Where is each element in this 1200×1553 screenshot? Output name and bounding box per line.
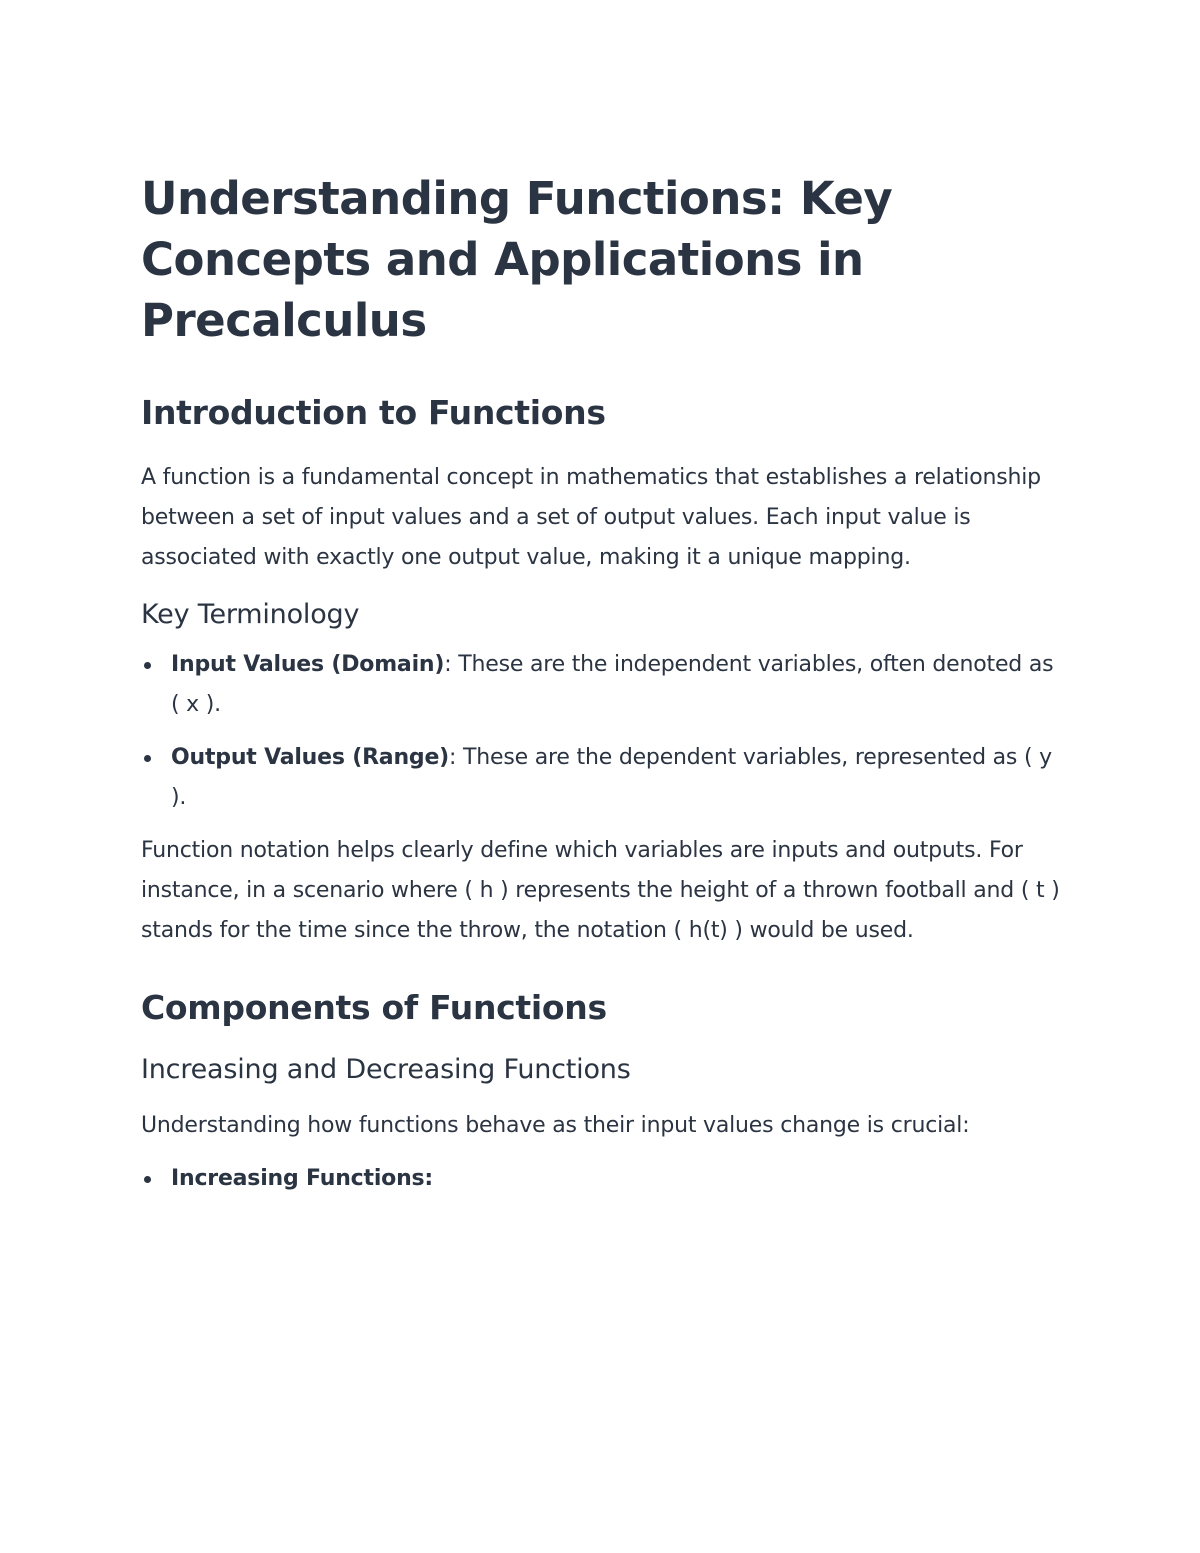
- bullet-icon: [144, 1176, 151, 1183]
- list-item: [141, 738, 1060, 818]
- document-title: Understanding Functions: Key Concepts and Applications in Precalculus: [141, 172, 893, 347]
- behavior-list: [141, 1159, 1060, 1199]
- behavior-paragraph: Understanding how functions behave as their input values change is crucial:: [141, 1113, 970, 1138]
- list-item-term: Increasing Functions:: [171, 1166, 434, 1191]
- bullet-icon: [144, 755, 151, 762]
- list-item-term: Output Values (Range): [171, 745, 450, 770]
- intro-paragraph: A function is a fundamental concept in mathematics that establishes a relationship between a set of input values and a set of output values. Each input value is associated with exactly one output value, making it a unique mapping.: [141, 465, 1041, 570]
- subsection-heading-increasing-decreasing: Increasing and Decreasing Functions: [141, 1054, 631, 1085]
- list-item-text: : These are the dependent variables, represented as ( y ).: [171, 745, 1052, 810]
- list-item: [141, 645, 1060, 725]
- subsection-heading-key-terminology: Key Terminology: [141, 599, 360, 630]
- list-item-term: Input Values (Domain): [171, 652, 445, 677]
- section-heading-components: Components of Functions: [141, 988, 607, 1027]
- section-heading-introduction: Introduction to Functions: [141, 393, 606, 432]
- bullet-icon: [144, 662, 151, 669]
- notation-paragraph: Function notation helps clearly define which variables are inputs and outputs. For instance, in a scenario where ( h ) represents the height of a thrown football and ( t ) stands for the time since the throw, the notation ( h(t) ) would be used.: [141, 838, 1060, 943]
- list-item-text: : These are the independent variables, often denoted as ( x ).: [171, 652, 1054, 717]
- key-terminology-list: [141, 645, 1060, 818]
- list-item: [141, 1159, 1060, 1199]
